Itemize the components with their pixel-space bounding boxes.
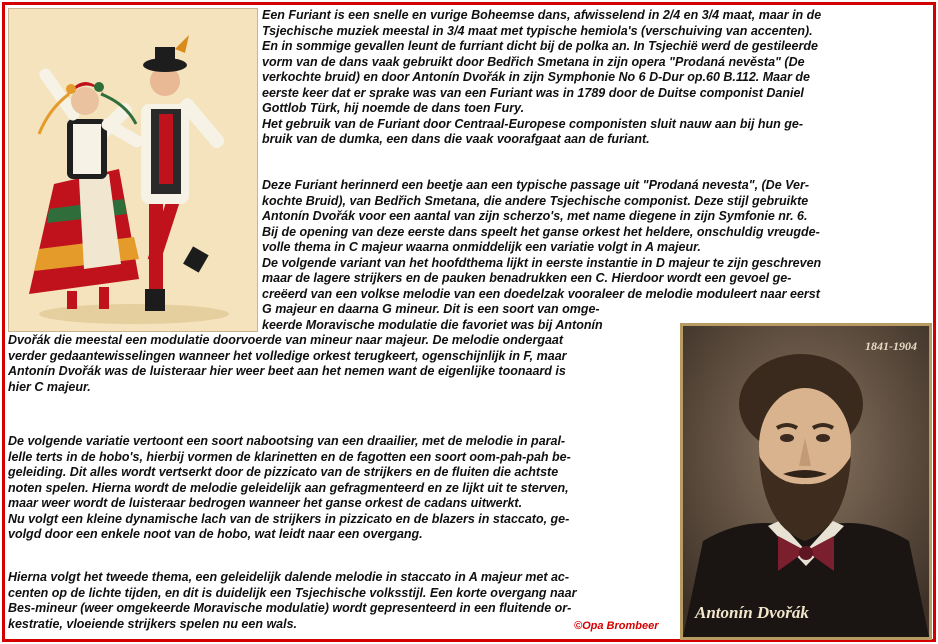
text-line: Nu volgt een kleine dynamische lach van de strijkers in pizzicato en de blazers in staccato, ge- (8, 511, 570, 526)
text-line: Antonín Dvořák voor een aantal van zijn scherzo's, met name diegene in zijn Symfonie nr. 6. (262, 209, 808, 223)
paragraph-2 (262, 178, 821, 333)
text-line: Tsjechische muziek meestal in 3/4 maat met typische hemiola's (verschuiving van accenten). (262, 23, 813, 38)
text-line: bruik van de dumka, een dans die vaak voorafgaat aan de furiant. (262, 132, 650, 146)
text-line: creëerd van een volkse melodie van een doedelzak vooraleer de melodie moduleert naar eerst (262, 286, 820, 301)
text-line: Gottlob Türk, hij noemde de dans toen Fury. (262, 101, 525, 115)
text-line: volgd door een enkele noot van de hobo, wat leidt naar een overgang. (8, 527, 423, 541)
text-line: Een Furiant is een snelle en vurige Boheemse dans, afwisselend in 2/4 en 3/4 maat, maar in de (262, 8, 822, 22)
dancing-couple-image (9, 9, 257, 331)
text-line: Dvořák die meestal een modulatie doorvoerde van mineur naar majeur. De melodie ondergaat (8, 333, 564, 347)
text-line: Deze Furiant herinnerd een beetje aan een typische passage uit "Prodaná nevesta", (De Ver- (262, 178, 809, 192)
text-line: noten spelen. Hierna wordt de melodie geleidelijk aan gefragmenteerd en ze lijkt uit te sterven, (8, 480, 569, 495)
text-line: maar de lagere strijkers en de pauken benadrukken een C. Hierdoor wordt een gevoel ge- (262, 271, 792, 285)
text-line: De volgende variant van het hoofdthema lijkt in eerste instantie in D majeur te zijn geschreven (262, 255, 822, 270)
text-line: centen op de lichte tijden, en dit is duidelijk een Tsjechische volksstijl. Een korte overgang naar (8, 585, 577, 600)
text-line: G majeur en daarna G mineur. Dit is een soort van omge- (262, 302, 600, 316)
text-line: Bij de opening van deze eerste dans speelt het ganse orkest het heldere, onschuldig vreugde- (262, 224, 820, 239)
paragraph-3 (8, 333, 567, 395)
text-line: keerde Moravische modulatie die favoriet was bij Antonín (262, 317, 603, 332)
portrait-caption: Antonín Dvořák (695, 603, 809, 622)
text-line: verkochte bruid) en door Antonín Dvořák in zijn Symphonie No 6 D-Dur op.60 B.112. Maar de (262, 70, 810, 84)
paragraph-1 (262, 8, 821, 148)
text-line: geleiding. Dit alles wordt vertserkt door de pizzicato van de strijkers en de fluiten die achtste (8, 465, 559, 479)
text-line: hier C majeur. (8, 379, 91, 394)
paragraph-5 (8, 570, 576, 632)
copyright-notice: ©Opa Brombeer (574, 620, 659, 632)
text-line: Bes-mineur (weer omgekeerde Moravische modulatie) wordt gepresenteerd in een fluitende or- (8, 601, 572, 615)
composer-portrait (680, 323, 932, 640)
text-line: Antonín Dvořák was de luisteraar hier weer beet aan het nemen want de eigenlijke toonaard is (8, 364, 566, 378)
folk-dance-illustration (8, 8, 258, 332)
text-line: kestratie, vloeiende strijkers spelen nu een wals. (8, 616, 298, 631)
text-line: kochte Bruid), van Bedřich Smetana, die andere Tsjechische componist. Deze stijl gebruikte (262, 193, 809, 208)
text-line: De volgende variatie vertoont een soort nabootsing van een draailier, met de melodie in paral- (8, 434, 566, 448)
text-line: Het gebruik van de Furiant door Centraal-Europese componisten sluit nauw aan bij hun ge- (262, 116, 804, 131)
paragraph-4 (8, 434, 571, 543)
text-line: eerste keer dat er sprake was van een Furiant was in 1789 door de Duitse componist Daniel (262, 85, 804, 100)
life-dates: 1841-1904 (865, 339, 917, 353)
text-line: En in sommige gevallen leunt de furriant dicht bij de polka an. In Tsjechië werd de gestileerde (262, 39, 818, 53)
composer-portrait-image (683, 326, 929, 637)
text-line: volle thema in C majeur waarna onmiddelijk een variatie volgt in A majeur. (262, 240, 701, 254)
text-line: maar weer wordt de luisteraar bedrogen wanneer het ganse orkest de cadans uitwerkt. (8, 496, 523, 510)
text-line: lelle terts in de hobo's, hierbij vormen de klarinetten en de fagotten een soort oom-pah-pah be- (8, 449, 571, 464)
text-line: Hierna volgt het tweede thema, een geleidelijk dalende melodie in staccato in A majeur met ac- (8, 570, 570, 584)
text-line: vorm van de dans vaak gebruikt door Bedřich Smetana in zijn opera "Prodaná nevěsta" (De (262, 54, 805, 69)
text-line: verder gedaantewisselingen wanneer het volledige orkest terugkeert, ogenschijnlijk in F, maar (8, 348, 567, 363)
